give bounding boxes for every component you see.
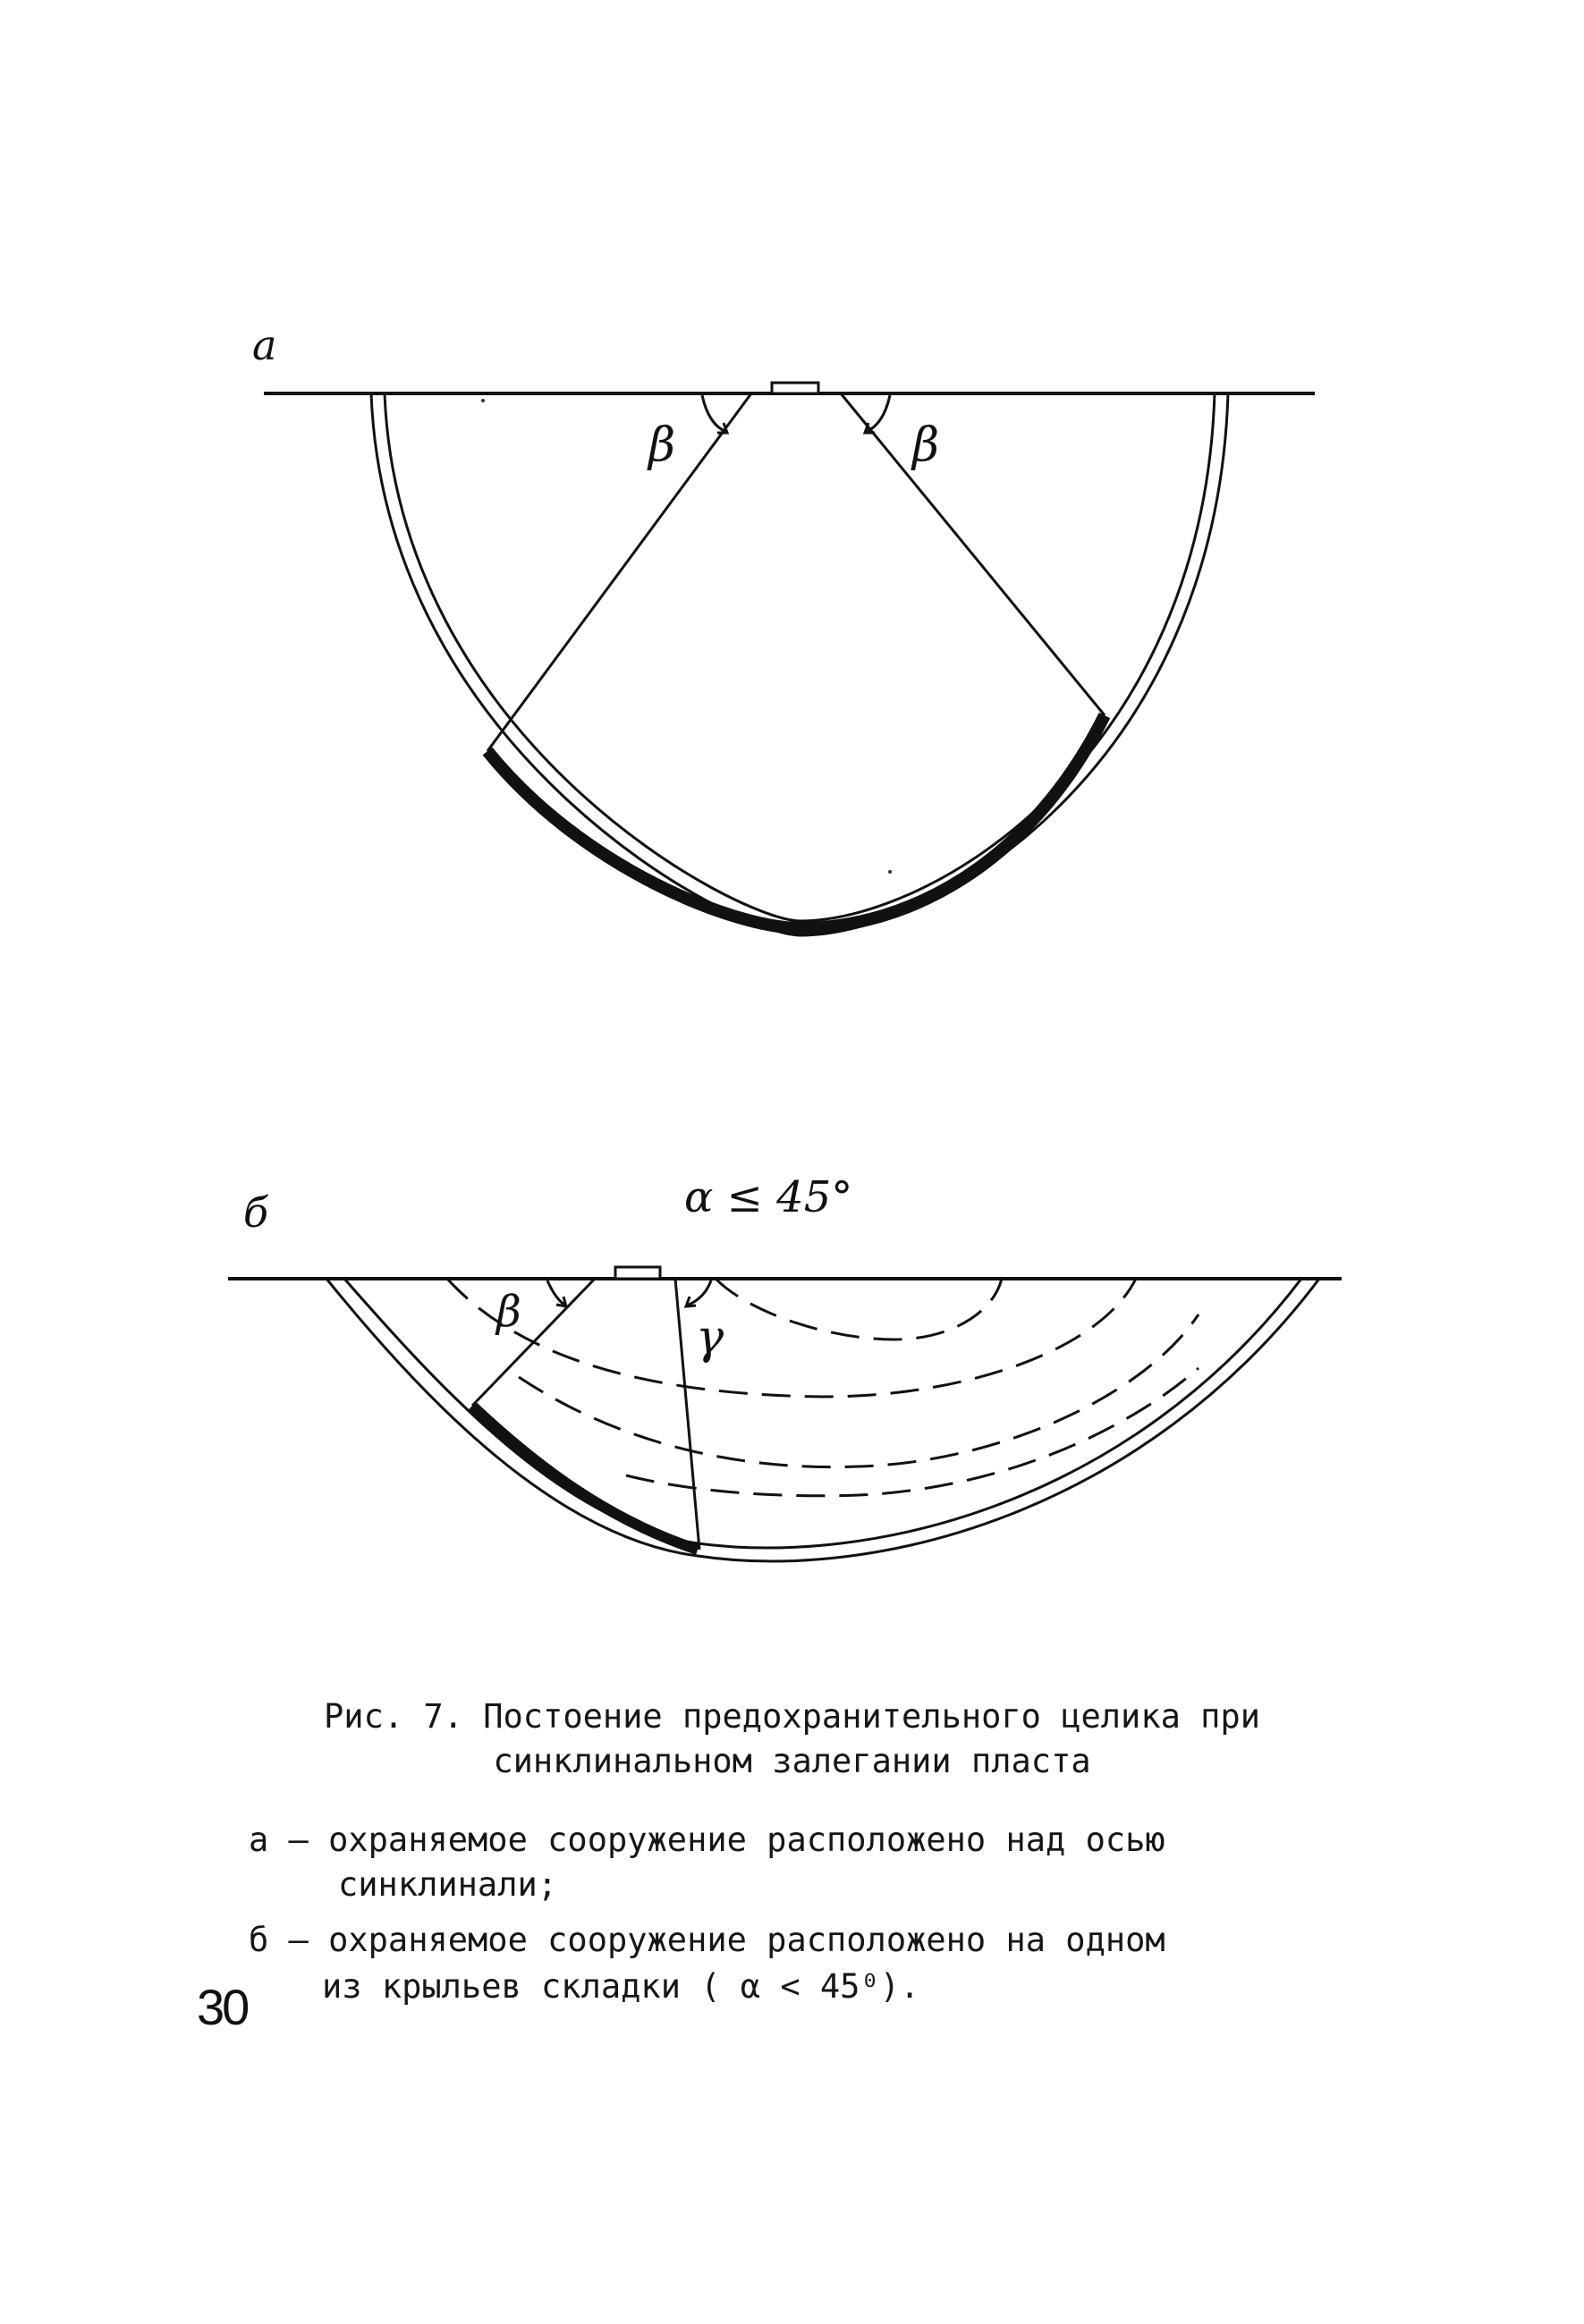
figure-a-boundary-line-right (841, 393, 1105, 715)
legend-item-b-line-2: из крыльев складки ( α < 45⁰). (322, 1967, 920, 2006)
figure-b-label: б (243, 1188, 269, 1237)
caption-title-line-1: Рис. 7. Постоение предохранительного целика при (324, 1697, 1260, 1736)
figure-b-protective-pillar (472, 1406, 698, 1550)
figure-a-protective-pillar (487, 715, 1105, 928)
figure-a-speck (481, 399, 485, 402)
figure-b-dashed-layer-1 (716, 1279, 1002, 1339)
figure-b-angle-arc-beta (547, 1280, 565, 1306)
figure-a-beta-left: β (648, 418, 676, 472)
legend-item-b-line-1: б – охраняемое сооружение расположено на одном (249, 1921, 1165, 1959)
figure-b-angle-arc-gamma (687, 1280, 711, 1306)
figure-a-syncline-outer (371, 393, 1228, 935)
figure-b-dashed-layer-4 (626, 1368, 1199, 1496)
figure-caption-title (0, 1694, 1584, 1784)
figure-b-beta-label: β (496, 1287, 521, 1337)
caption-title-line-2: синклинальном залегании пласта (493, 1742, 1091, 1780)
figure-a-beta-right: β (912, 418, 940, 472)
figure-a (252, 321, 1315, 935)
page-number: 30 (197, 1979, 248, 2035)
figure-b-dashed-layer-2 (447, 1279, 1136, 1397)
legend-item-a-line-2: синклинали; (338, 1865, 558, 1904)
figure-a-boundary-line-left (487, 393, 751, 751)
figure-a-speck (888, 870, 892, 874)
figure-b (228, 1172, 1342, 1561)
figure-b-gamma-label: γ (696, 1311, 724, 1365)
figure-a-label: а (252, 321, 277, 369)
figure-a-angle-arc-left (702, 395, 726, 432)
figure-b-condition: α ≤ 45° (684, 1172, 853, 1222)
figure-a-structure (772, 383, 818, 393)
legend-item-a-line-1: а – охраняемое сооружение расположено над осью (249, 1821, 1165, 1859)
figure-b-structure (615, 1267, 660, 1279)
figure-b-syncline-outer (326, 1279, 1319, 1561)
figure-a-syncline-inner (385, 393, 1215, 921)
